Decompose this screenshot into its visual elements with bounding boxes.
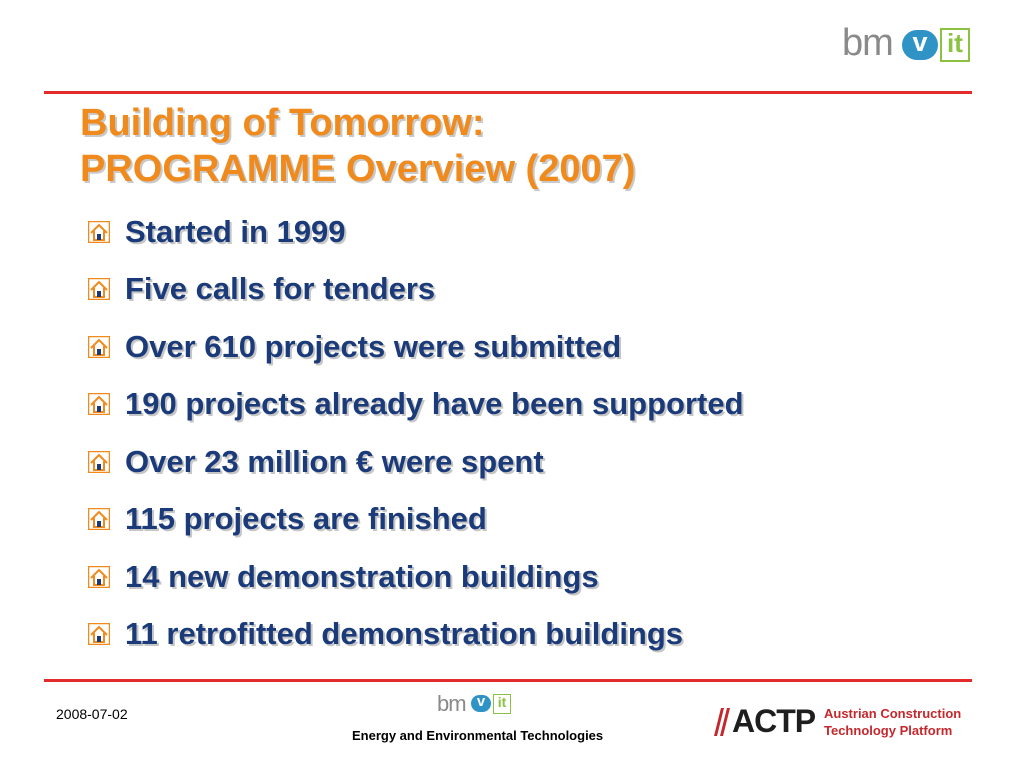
logo-it-text: it [497, 694, 507, 710]
logo-bm-text: bm [842, 22, 893, 64]
house-bullet-icon [88, 278, 110, 300]
logo-v-text: v [476, 693, 486, 710]
house-bullet-icon [88, 566, 110, 588]
bullet-text: Started in 1999 [125, 213, 346, 249]
logo-v-badge [471, 695, 491, 712]
footer-date: 2008-07-02 [56, 706, 128, 722]
actp-line-1: Austrian Construction [824, 706, 962, 721]
logo-v-badge [902, 27, 938, 60]
list-item [88, 548, 744, 606]
bullet-list [88, 203, 744, 663]
slide-title [80, 100, 635, 192]
bullet-text: Five calls for tenders [125, 271, 436, 307]
list-item [88, 376, 744, 434]
house-bullet-icon [88, 623, 110, 645]
bullet-text: 115 projects are finished [125, 501, 487, 537]
bmvit-logo-small [437, 692, 517, 718]
list-item [88, 606, 744, 664]
bullet-text: 11 retrofitted demonstration buildings [125, 616, 684, 652]
bullet-text: 190 projects already have been supported [125, 386, 744, 422]
logo-v-text: v [912, 27, 928, 57]
list-item [88, 318, 744, 376]
bullet-text: 14 new demonstration buildings [125, 558, 599, 594]
top-divider [44, 91, 972, 94]
actp-slash-icon [712, 708, 730, 736]
bullet-text: Over 610 projects were submitted [125, 328, 622, 364]
list-item [88, 491, 744, 549]
actp-line-2: Technology Platform [824, 723, 953, 738]
logo-bm-text: bm [437, 691, 466, 716]
logo-it-badge [493, 694, 511, 714]
house-bullet-icon [88, 508, 110, 530]
actp-name: ACTP [732, 703, 816, 739]
logo-it-text: it [947, 28, 963, 58]
list-item [88, 261, 744, 319]
footer-caption: Energy and Environmental Technologies [352, 728, 604, 743]
list-item [88, 203, 744, 261]
list-item [88, 433, 744, 491]
bottom-divider [44, 679, 972, 682]
actp-logo [712, 704, 974, 744]
house-bullet-icon [88, 336, 110, 358]
house-bullet-icon [88, 221, 110, 243]
logo-it-badge [940, 28, 970, 62]
house-bullet-icon [88, 451, 110, 473]
title-line-1: Building of Tomorrow: [80, 102, 485, 144]
title-line-2: PROGRAMME Overview (2007) [80, 148, 636, 190]
bmvit-logo [840, 24, 980, 68]
bullet-text: Over 23 million € were spent [125, 443, 544, 479]
house-bullet-icon [88, 393, 110, 415]
